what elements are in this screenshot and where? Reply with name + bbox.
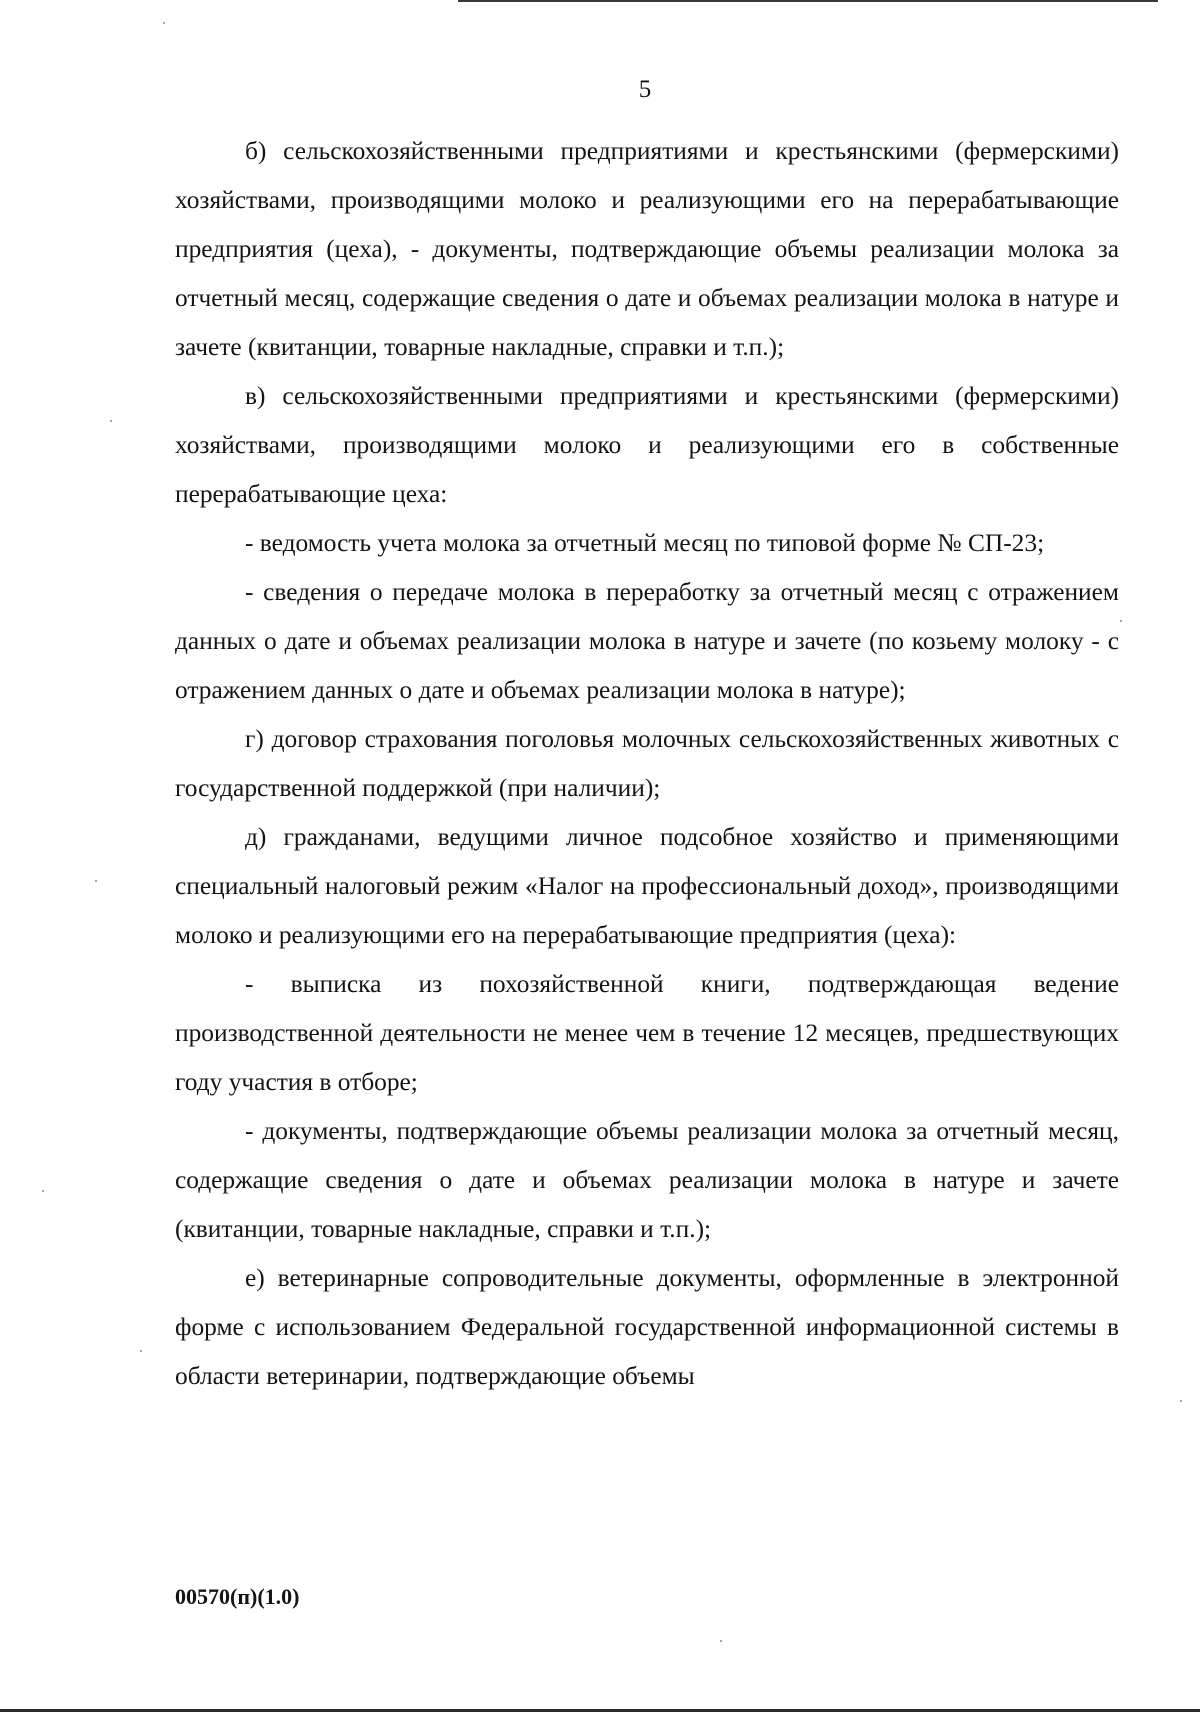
list-item-transfer-info: - сведения о передаче молока в переработку за отчетный месяц с отражением данных о дате и объемах реализации молока в натуре и зачете (по козьему молоку - с отражением данных о дате и объемах реализации молока в натуре); [175,578,1119,704]
scan-speck [95,880,97,882]
paragraph-v: в) сельскохозяйственными предприятиями и крестьянскими (фермерскими) хозяйствами, производящими молоко и реализующими его в собственные перерабатывающие цеха: [175,382,1119,508]
scan-speck [140,1350,142,1352]
paragraph-e: е) ветеринарные сопроводительные документы, оформленные в электронной форме с использованием Федеральной государственной информационной системы в области ветеринарии, подтверждающие объемы [175,1264,1119,1390]
scan-speck [1180,1400,1182,1402]
document-body [175,127,1119,1401]
document-code: 00570(п)(1.0) [175,1584,300,1609]
scan-speck [110,420,112,422]
scan-speck [1120,620,1122,622]
list-item-household-extract: - выписка из похозяйственной книги, подтверждающая ведение производственной деятельности не менее чем в течение 12 месяцев, предшествующих году участия в отборе; [175,970,1119,1096]
list-item-sp23-statement: - ведомость учета молока за отчетный месяц по типовой форме № СП-23; [245,529,1045,557]
top-rule [458,0,1158,2]
paragraph-g: г) договор страхования поголовья молочных сельскохозяйственных животных с государственной поддержкой (при наличии); [175,725,1119,802]
scan-speck [720,1640,722,1642]
paragraph-d: д) гражданами, ведущими личное подсобное хозяйство и применяющими специальный налоговый режим «Налог на профессиональный доход», производящими молоко и реализующими его на перерабатывающие предприятия (цеха): [175,823,1119,949]
scan-speck [42,1190,44,1192]
scan-speck [163,22,165,24]
list-item-sales-documents: - документы, подтверждающие объемы реализации молока за отчетный месяц, содержащие сведения о дате и объемах реализации молока в натуре и зачете (квитанции, товарные накладные, справки и т.п.); [175,1117,1119,1243]
paragraph-b: б) сельскохозяйственными предприятиями и крестьянскими (фермерскими) хозяйствами, производящими молоко и реализующими его на перерабатывающие предприятия (цеха), - документы, подтверждающие объемы реализации молока за отчетный месяц, содержащие сведения о дате и объемах реализации молока в натуре и зачете (квитанции, товарные накладные, справки и т.п.); [175,137,1119,361]
page-number: 5 [638,76,652,103]
